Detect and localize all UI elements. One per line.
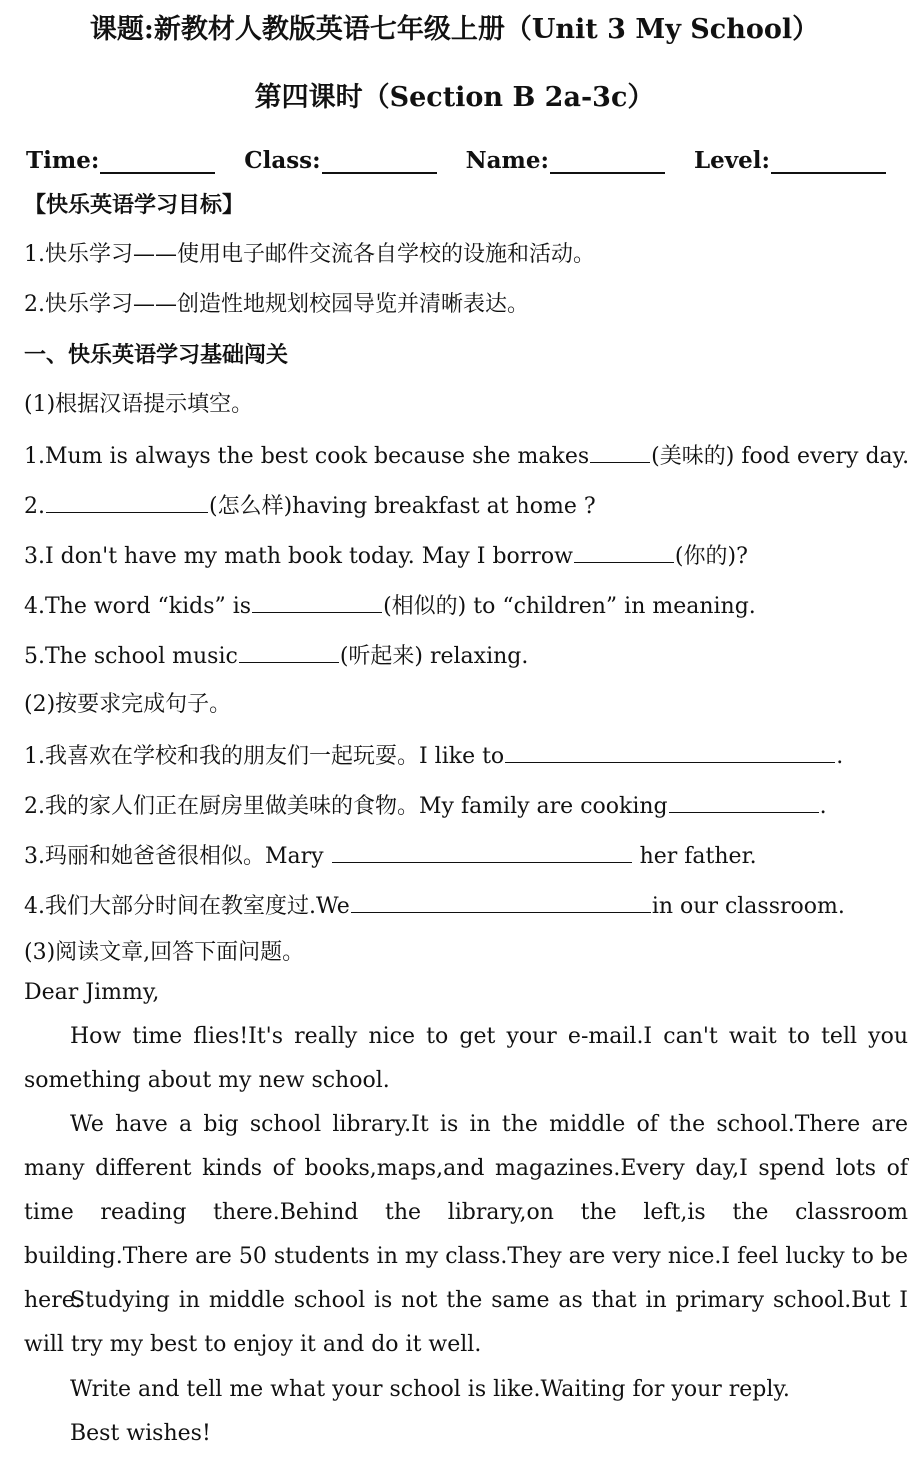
- letter-closing: Best wishes!: [70, 1421, 211, 1446]
- sentence-question-1: [24, 740, 843, 772]
- name-blank[interactable]: [550, 148, 665, 174]
- question-end: her father.: [639, 844, 757, 869]
- time-blank[interactable]: [100, 148, 215, 174]
- answer-blank[interactable]: [590, 440, 650, 463]
- question-text: 1.Mum is always the best cook because she makes: [24, 444, 590, 469]
- letter-paragraph-3: Studying in middle school is not the same as that in primary school.But I will try my best to enjoy it and do it well.: [24, 1288, 908, 1357]
- answer-blank[interactable]: [239, 640, 339, 663]
- time-field: [26, 147, 215, 174]
- fill-question-2: [24, 490, 596, 522]
- class-label: Class:: [244, 147, 321, 174]
- part3-heading: (3)阅读文章,回答下面问题。: [24, 940, 305, 965]
- fill-question-3: [24, 540, 748, 572]
- answer-blank[interactable]: [332, 840, 632, 863]
- class-field: [244, 147, 436, 174]
- goal-item-2: 2.快乐学习——创造性地规划校园导览并清晰表达。: [24, 292, 529, 317]
- name-label: Name:: [465, 147, 549, 174]
- goals-heading: 【快乐英语学习目标】: [24, 192, 245, 218]
- level-field: [694, 147, 886, 174]
- sentence-question-3: [24, 840, 757, 872]
- question-hint: (相似的) to “children” in meaning.: [383, 594, 756, 619]
- question-hint: (怎么样)having breakfast at home ?: [209, 494, 596, 519]
- name-field: [466, 147, 665, 174]
- question-text: 3.I don't have my math book today. May I borrow: [24, 544, 573, 569]
- worksheet-title: 课题:新教材人教版英语七年级上册（Unit 3 My School）: [89, 14, 820, 45]
- letter-greeting: Dear Jimmy,: [24, 980, 160, 1005]
- lesson-subtitle: 第四课时（Section B 2a-3c）: [254, 82, 655, 113]
- letter-paragraph-2: We have a big school library.It is in the middle of the school.There are many different kinds of books,maps,and magazines.Every day,I spend lots of time reading there.Behind the library,on the left,is the classroom building.There are 50 students in my class.They are very nice.I feel lucky to be here.: [24, 1112, 908, 1313]
- sentence-question-4: [24, 890, 845, 922]
- question-text: 1.我喜欢在学校和我的朋友们一起玩耍。I like to: [24, 744, 505, 769]
- question-end: in our classroom.: [651, 894, 845, 919]
- question-text: 4.The word “kids” is: [24, 594, 252, 619]
- student-info-row: [26, 140, 886, 174]
- answer-blank[interactable]: [252, 590, 382, 613]
- part2-heading: (2)按要求完成句子。: [24, 692, 232, 717]
- goal-item-1: 1.快乐学习——使用电子邮件交流各自学校的设施和活动。: [24, 242, 595, 267]
- fill-question-4: [24, 590, 756, 622]
- sentence-question-2: [24, 790, 827, 822]
- question-end: .: [819, 794, 827, 819]
- level-blank[interactable]: [771, 148, 886, 174]
- time-label: Time:: [26, 147, 100, 174]
- question-text: 4.我们大部分时间在教室度过.We: [24, 894, 350, 919]
- part1-heading: (1)根据汉语提示填空。: [24, 392, 254, 417]
- answer-blank[interactable]: [46, 490, 208, 513]
- letter-paragraph-1: How time flies!It's really nice to get your e-mail.I can't wait to tell you something about my new school.: [24, 1024, 908, 1093]
- question-hint: (你的)?: [674, 544, 748, 569]
- question-text: 2.我的家人们正在厨房里做美味的食物。My family are cooking: [24, 794, 668, 819]
- question-hint: (听起来) relaxing.: [339, 644, 529, 669]
- class-blank[interactable]: [322, 148, 437, 174]
- answer-blank[interactable]: [574, 540, 674, 563]
- answer-blank[interactable]: [669, 790, 819, 813]
- answer-blank[interactable]: [505, 740, 835, 763]
- fill-question-5: [24, 640, 528, 672]
- answer-blank[interactable]: [351, 890, 651, 913]
- section-heading: 一、快乐英语学习基础闯关: [24, 342, 289, 368]
- question-text: 3.玛丽和她爸爸很相似。Mary: [24, 844, 324, 869]
- question-hint: (美味的) food every day.: [651, 444, 909, 469]
- question-text: 5.The school music: [24, 644, 238, 669]
- letter-paragraph-4: Write and tell me what your school is like.Waiting for your reply.: [70, 1377, 790, 1402]
- fill-question-1: [24, 440, 909, 472]
- question-text: 2.: [24, 494, 45, 519]
- level-label: Level:: [693, 147, 770, 174]
- question-end: .: [836, 744, 844, 769]
